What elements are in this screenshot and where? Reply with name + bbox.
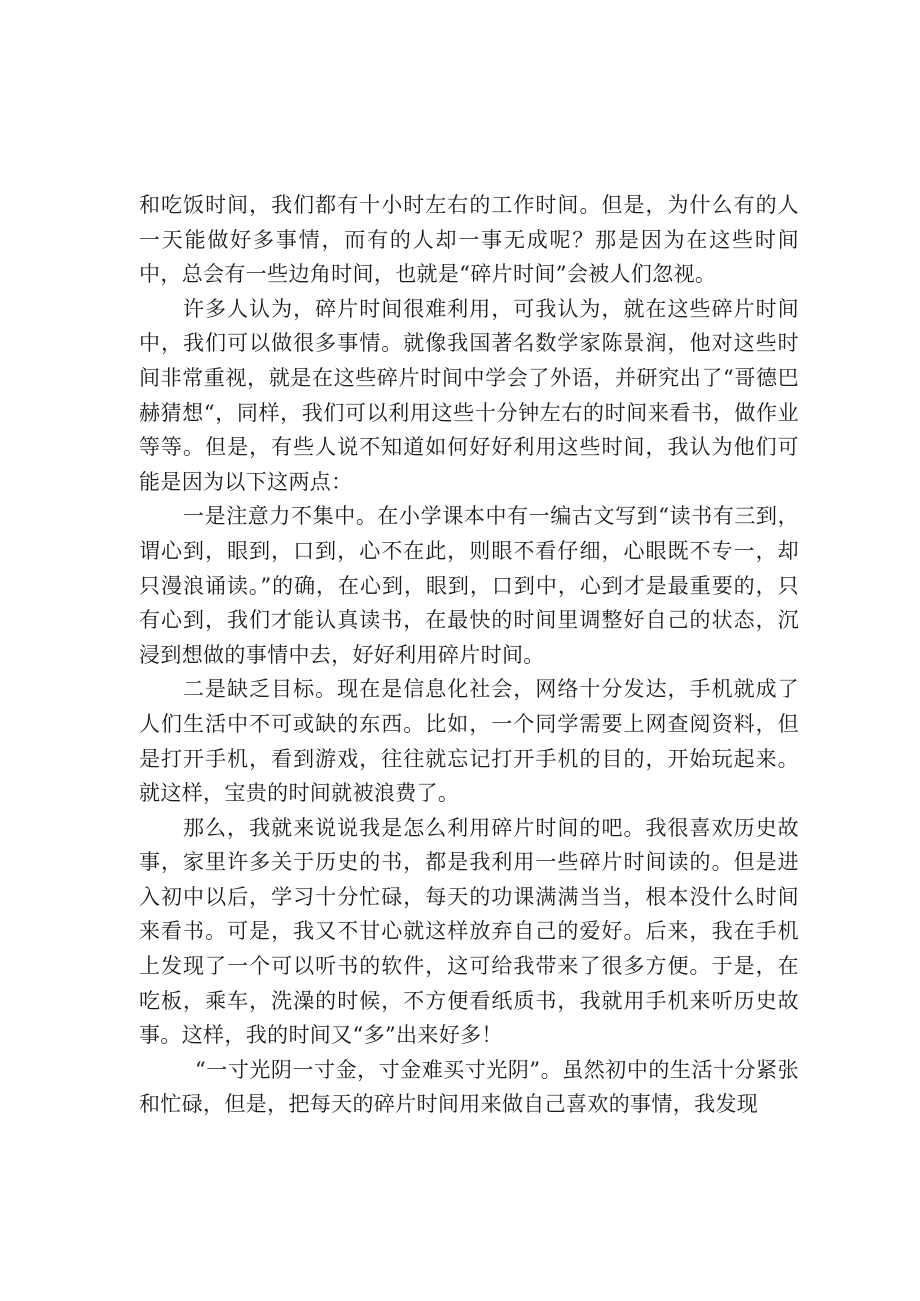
paragraph-conclusion: “一寸光阴一寸金，寸金难买寸光阴”。虽然初中的生活十分紧张和忙碌，但是，把每天的碎片时间用来做自己喜欢的事情，我发现 [139, 1057, 799, 1117]
essay-body [139, 188, 799, 1122]
paragraph-fragment-time-argument: 许多人认为，碎片时间很难利用，可我认为，就在这些碎片时间中，我们可以做很多事情。就像我国著名数学家陈景润，他对这些时间非常重视，就是在这些碎片时间中学会了外语，并研究出了“哥德巴赫猜想“，同样，我们可以利用这些十分钟左右的时间来看书，做作业等等。但是，有些人说不知道如何好好利用这些时间，我认为他们可能是因为以下这两点： [139, 296, 799, 494]
paragraph-continuation: 和吃饭时间，我们都有十小时左右的工作时间。但是，为什么有的人一天能做好多事情，而有的人却一事无成呢？那是因为在这些时间中，总会有一些边角时间，也就是“碎片时间”会被人们忽视。 [139, 193, 799, 287]
paragraph-point-goal: 二是缺乏目标。现在是信息化社会，网络十分发达，手机就成了人们生活中不可或缺的东西。比如，一个同学需要上网查阅资料，但是打开手机，看到游戏，往往就忘记打开手机的目的，开始玩起来。就这样，宝贵的时间就被浪费了。 [139, 677, 799, 806]
paragraph-personal-example: 那么，我就来说说我是怎么利用碎片时间的吧。我很喜欢历史故事，家里许多关于历史的书，都是我利用一些碎片时间读的。但是进入初中以后，学习十分忙碌，每天的功课满满当当，根本没什么时间来看书。可是，我又不甘心就这样放弃自己的爱好。后来，我在手机上发现了一个可以听书的软件，这可给我带来了很多方便。于是，在吃板，乘车，洗澡的时候，不方便看纸质书，我就用手机来听历史故事。这样，我的时间又“多”出来好多！ [139, 815, 799, 1048]
paragraph-point-attention: 一是注意力不集中。在小学课本中有一编古文写到“读书有三到，谓心到，眼到，口到，心不在此，则眼不看仔细，心眼既不专一，却只漫浪诵读。”的确，在心到，眼到，口到中，心到才是最重要的，只有心到，我们才能认真读书，在最快的时间里调整好自己的状态，沉浸到想做的事情中去，好好利用碎片时间。 [139, 504, 799, 667]
